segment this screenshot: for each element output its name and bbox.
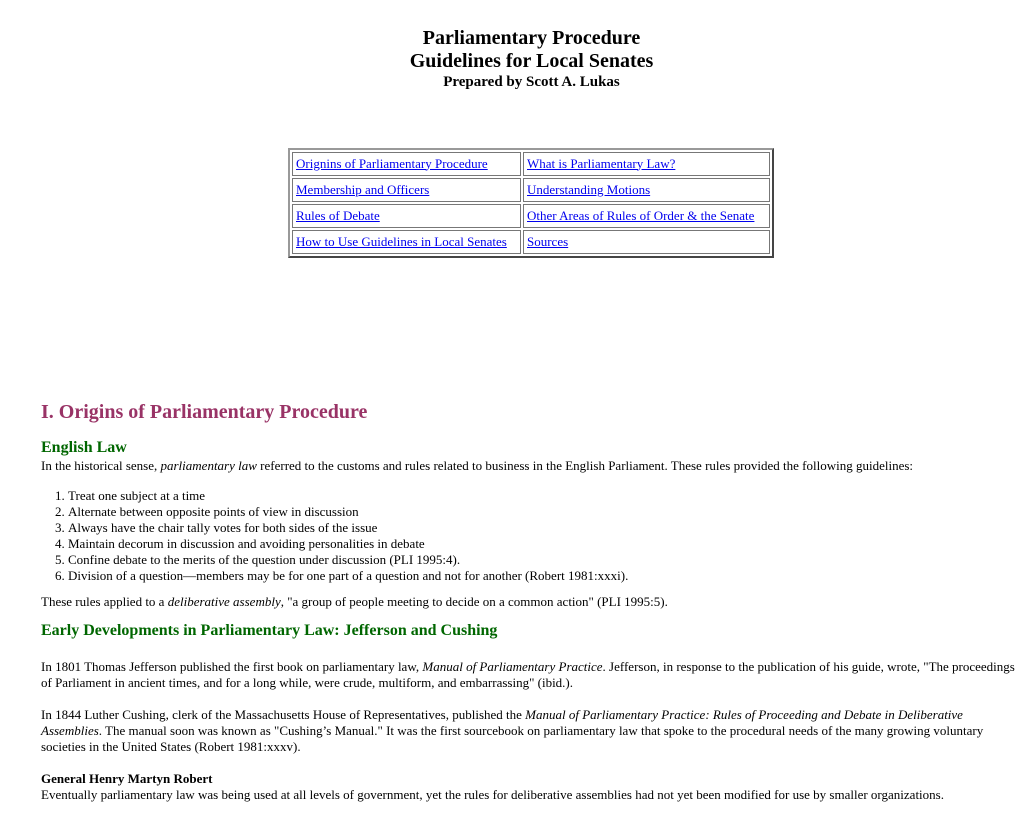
- table-of-contents: [288, 148, 774, 258]
- toc-row: [292, 230, 770, 254]
- list-item: 2. Alternate between opposite points of view in discussion: [68, 504, 1016, 520]
- toc-link-debate[interactable]: Rules of Debate: [296, 207, 380, 223]
- list-item: 6. Division of a question—members may be for one part of a question and not for another (Robert 1981:xxxi).: [68, 568, 1016, 584]
- paragraph-text: These rules applied to a: [41, 594, 168, 609]
- toc-link-membership[interactable]: Membership and Officers: [296, 181, 430, 197]
- paragraph-text: . Jefferson, in response to the publication of his guide, wrote, "The proceedings of Parliament in ancient times, and for a long while, were crude, multiform, and embarrassing" (ibid.).: [41, 659, 1015, 690]
- toc-link-how-to-use[interactable]: How to Use Guidelines in Local Senates: [296, 233, 507, 249]
- subsection-heading-english-law: English Law: [41, 439, 127, 456]
- paragraph-emphasis: Manual of Parliamentary Practice: [422, 659, 603, 674]
- paragraph-emphasis: Manual of Parliamentary Practice: Rules of Proceeding and Debate in Deliberative Assemblies: [41, 707, 963, 738]
- rules-list: [41, 488, 1016, 584]
- english-law-intro: [41, 458, 1016, 474]
- robert-heading: General Henry Martyn Robert: [41, 771, 213, 786]
- toc-link-motions[interactable]: Understanding Motions: [527, 181, 651, 197]
- list-item: 5. Confine debate to the merits of the question under discussion (PLI 1995:4).: [68, 552, 1016, 568]
- list-item: 4. Maintain decorum in discussion and avoiding personalities in debate: [68, 536, 1016, 552]
- paragraph-text: , "a group of people meeting to decide on a common action" (PLI 1995:5).: [280, 594, 668, 609]
- jefferson-paragraph: [41, 659, 1016, 691]
- document-title: Parliamentary Procedure: [422, 27, 641, 49]
- section-heading: I. Origins of Parliamentary Procedure: [41, 401, 368, 423]
- document-header: [0, 27, 1034, 91]
- document-author: Prepared by Scott A. Lukas: [443, 74, 620, 90]
- robert-paragraph: Eventually parliamentary law was being used at all levels of government, yet the rules for deliberative assemblies had not yet been modified for use by smaller organizations.: [41, 787, 944, 802]
- cushing-paragraph: [41, 707, 1016, 755]
- toc-link-sources[interactable]: Sources: [527, 233, 569, 249]
- paragraph-text: In 1801 Thomas Jefferson published the first book on parliamentary law,: [41, 659, 423, 674]
- toc-row: [292, 178, 770, 202]
- main-content: [41, 400, 1016, 803]
- rules-applied-paragraph: [41, 594, 1016, 610]
- paragraph-text: In 1844 Luther Cushing, clerk of the Massachusetts House of Representatives, published the: [41, 707, 526, 722]
- intro-emphasis: parliamentary law: [160, 458, 257, 473]
- paragraph-text: . The manual soon was known as "Cushing’s Manual." It was the first sourcebook on parliamentary law that spoke to the procedural needs of the many growing voluntary societies in the United States (Robert 1981:xxxv).: [41, 723, 984, 754]
- subsection-heading-early-developments: Early Developments in Parliamentary Law: Jefferson and Cushing: [41, 622, 498, 639]
- toc-link-origins[interactable]: Orignins of Parliamentary Procedure: [296, 155, 488, 171]
- toc-link-other-areas[interactable]: Other Areas of Rules of Order & the Senate: [527, 207, 755, 223]
- toc-row: [292, 152, 770, 176]
- intro-text: referred to the customs and rules related to business in the English Parliament. These rules provided the following guidelines:: [256, 458, 914, 473]
- paragraph-emphasis: deliberative assembly: [167, 594, 281, 609]
- intro-text: In the historical sense,: [41, 458, 161, 473]
- document-subtitle: Guidelines for Local Senates: [409, 50, 654, 72]
- list-item: 3. Always have the chair tally votes for both sides of the issue: [68, 520, 1016, 536]
- list-item: 1. Treat one subject at a time: [68, 488, 1016, 504]
- toc-link-what-is-law[interactable]: What is Parliamentary Law?: [527, 155, 676, 171]
- toc-row: [292, 204, 770, 228]
